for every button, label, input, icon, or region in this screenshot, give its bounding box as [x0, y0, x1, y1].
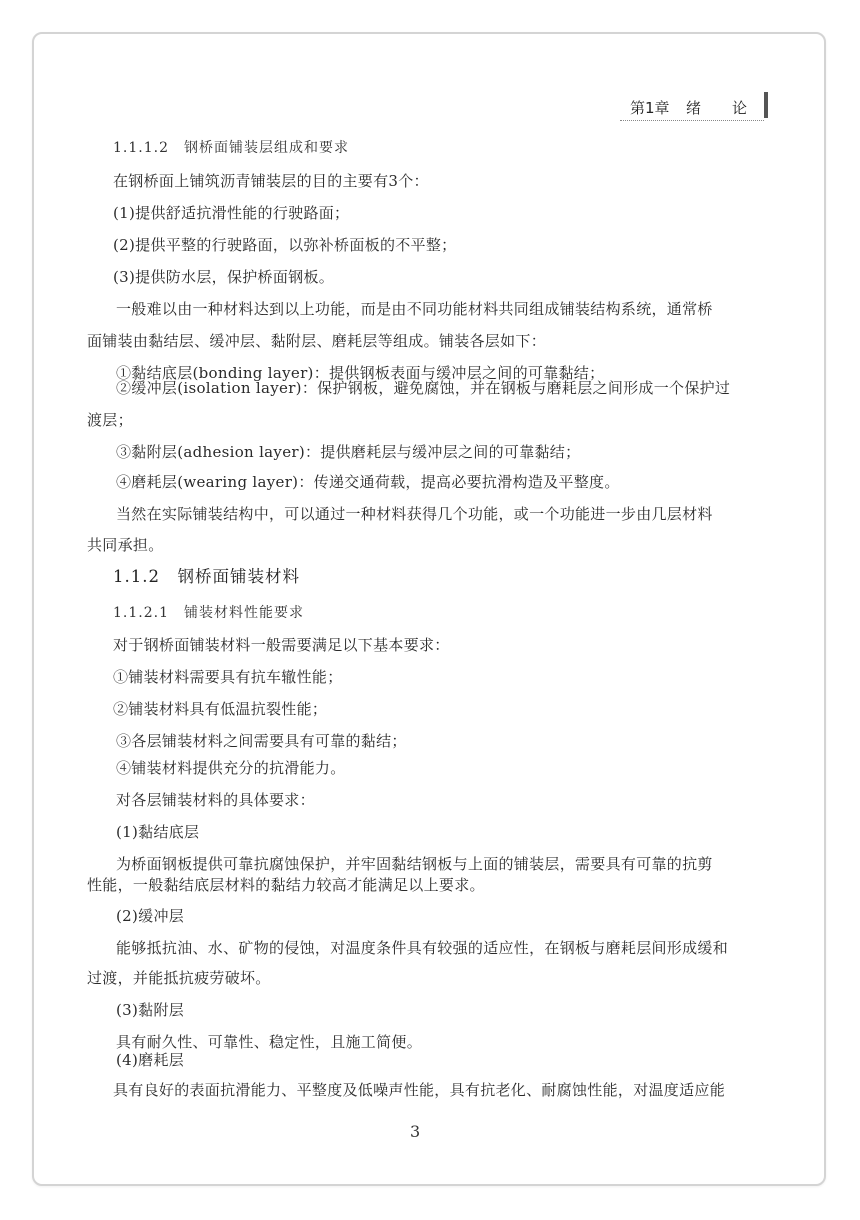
subsection-title: (1)黏结底层 — [116, 823, 200, 841]
section-heading-1-1-2-1: 1.1.2.1 铺装材料性能要求 — [113, 605, 304, 621]
list-item: ③各层铺装材料之间需要具有可靠的黏结； — [116, 732, 407, 750]
paragraph: 对各层铺装材料的具体要求： — [116, 791, 315, 809]
paragraph: 面铺装由黏结层、缓冲层、黏附层、磨耗层等组成。铺装各层如下： — [87, 332, 547, 350]
paragraph: 在钢桥面上铺筑沥青铺装层的目的主要有3个： — [113, 172, 429, 190]
paragraph: 过渡，并能抵抗疲劳破坏。 — [87, 969, 271, 987]
paragraph: 为桥面钢板提供可靠抗腐蚀保护，并牢固黏结钢板与上面的铺装层，需要具有可靠的抗剪 — [116, 855, 713, 873]
running-head — [620, 94, 764, 121]
subsection-title: (2)缓冲层 — [116, 907, 185, 925]
subsection-title: (3)黏附层 — [116, 1001, 185, 1019]
list-item: (1)提供舒适抗滑性能的行驶路面； — [113, 204, 350, 222]
chapter-title-2: 论 — [732, 99, 748, 117]
thumb-bar — [764, 92, 768, 118]
list-item: ②铺装材料具有低温抗裂性能； — [113, 700, 328, 718]
section-heading-1-1-1-2: 1.1.1.2 钢桥面铺装层组成和要求 — [113, 140, 349, 156]
subsection-title: (4)磨耗层 — [116, 1051, 185, 1069]
chapter-label: 第1章 — [630, 99, 670, 117]
list-item: (3)提供防水层，保护桥面钢板。 — [113, 268, 335, 286]
list-item: ④磨耗层(wearing layer)：传递交通荷载，提高必要抗滑构造及平整度。 — [116, 473, 620, 491]
paragraph: 性能，一般黏结底层材料的黏结力较高才能满足以上要求。 — [87, 876, 485, 894]
chapter-title-1: 绪 — [686, 99, 702, 117]
paragraph: 具有良好的表面抗滑能力、平整度及低噪声性能，具有抗老化、耐腐蚀性能，对温度适应能 — [113, 1081, 726, 1099]
page-number: 3 — [410, 1122, 421, 1141]
section-heading-1-1-2: 1.1.2 钢桥面铺装材料 — [113, 567, 300, 586]
paragraph: 一般难以由一种材料达到以上功能，而是由不同功能材料共同组成铺装结构系统，通常桥 — [116, 300, 713, 318]
paragraph: 共同承担。 — [87, 536, 164, 554]
list-item: ①铺装材料需要具有抗车辙性能； — [113, 668, 343, 686]
list-item: ④铺装材料提供充分的抗滑能力。 — [116, 759, 346, 777]
paragraph: 能够抵抗油、水、矿物的侵蚀，对温度条件具有较强的适应性，在钢板与磨耗层间形成缓和 — [116, 939, 729, 957]
paragraph: 对于钢桥面铺装材料一般需要满足以下基本要求： — [113, 636, 450, 654]
list-item: ②缓冲层(isolation layer)：保护钢板，避免腐蚀，并在钢板与磨耗层之间形成一个保护过 — [116, 379, 731, 397]
paragraph: 当然在实际铺装结构中，可以通过一种材料获得几个功能，或一个功能进一步由几层材料 — [116, 505, 713, 523]
list-item: ①黏结底层(bonding layer)：提供钢板表面与缓冲层之间的可靠黏结； — [116, 364, 605, 382]
list-item: ③黏附层(adhesion layer)：提供磨耗层与缓冲层之间的可靠黏结； — [116, 443, 581, 461]
list-item: 渡层； — [87, 411, 133, 429]
list-item: (2)提供平整的行驶路面，以弥补桥面板的不平整； — [113, 236, 457, 254]
paragraph: 具有耐久性、可靠性、稳定性，且施工简便。 — [116, 1033, 423, 1051]
